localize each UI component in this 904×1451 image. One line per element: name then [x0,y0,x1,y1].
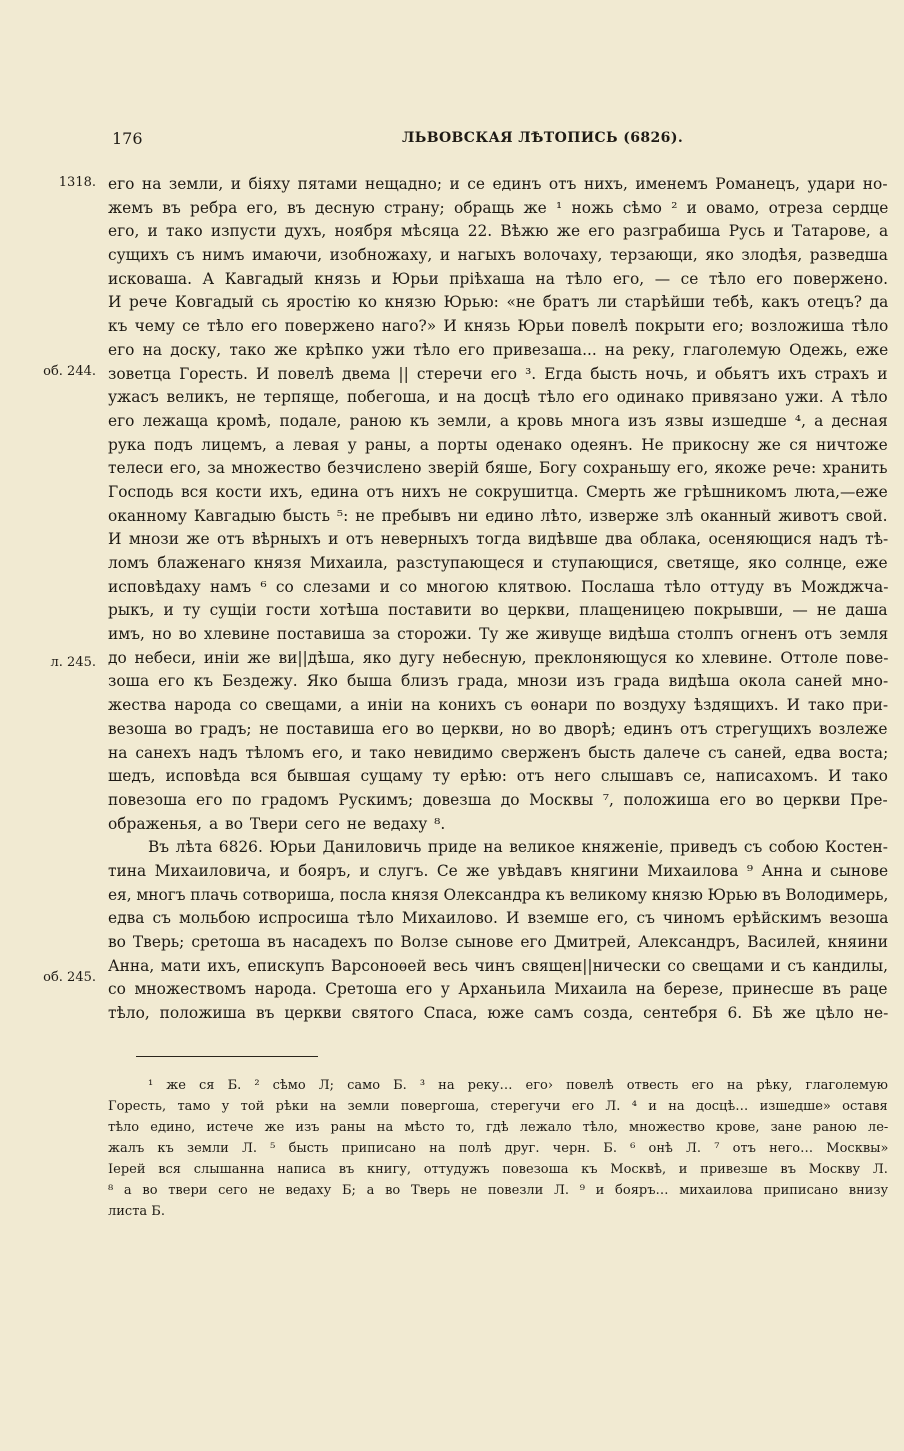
footnote-line: ⁸ а во твери сего не ведаху Б; а во Тверь не повезли Л. ⁹ и бояръ… михаилова приписано внизу [108,1183,889,1198]
text-line: тина Михаиловича, и бояръ, и слугъ. Се же увѣдавъ княгини Михаилова ⁹ Анна и сынове [108,861,889,880]
text-line: оканному Кавгадыю бысть ⁵: не пребывъ ни едино лѣто, изверже злѣ оканный животъ свой. [108,506,888,525]
running-head: ЛЬВОВСКАЯ ЛѢТОПИСЬ (6826). [402,130,684,146]
text-line: ужасъ великъ, не терпяще, побегоша, и на досцѣ тѣло его одинако привязано ужи. А тѣло [108,388,888,407]
text-line: едва съ мольбою испросиша тѣло Михаилово. И вземше его, съ чиномъ ерѣйскимъ везоша [108,909,889,928]
footnote-line: ¹ же ся Б. ² сѣмо Л; само Б. ³ на реку… его› повелѣ отвесть его на рѣку, глаголемую [148,1078,888,1093]
page-header [112,129,892,155]
text-line: рыкъ, и ту сущіи гости хотѣша поставити во церкви, плащеницею покрывши, — не даша [108,601,888,620]
footnotes [108,1075,888,1222]
text-line: его, и тако изпусти духъ, ноября мѣсяца 22. Вѣжю же его разграбиша Русь и Татарове, а [108,222,889,241]
text-line: зоша его къ Бездежу. Яко быша близъ града, мнози изъ града видѣша окола саней мно- [108,672,889,691]
footnote-line: жалъ къ земли Л. ⁵ бысть приписано на полѣ друг. черн. Б. ⁶ онѣ Л. ⁷ отъ него… Москвы» [108,1141,889,1156]
text-line: И рече Ковгадый сь яростію ко князю Юрью: «не братъ ли старѣйши тебѣ, какъ отецъ? да [108,293,889,312]
text-line: жества народа со свещами, а иніи на конихъ съ ѳонари по воздуху ѣздящихъ. И тако при- [108,696,889,715]
text-line: сущихъ съ нимъ имаючи, изобножаху, и нагыхъ волочаху, терзающи, яко злодѣя, разведша [108,246,888,265]
text-line: ея, многъ плачь сотвориша, посла князя Олександра къ великому князю Юрью въ Володимерь, [108,885,889,904]
footnote-line: Іерей вся слышанна написа въ книгу, оттудужъ повезоша къ Москвѣ, и привезше въ Москву Л. [108,1162,888,1177]
chronicle-text [108,173,888,1026]
text-line: его лежаща кромѣ, подале, раною къ земли, а кровь многа изъ язвы изшедше ⁴, а десная [108,411,888,430]
margin-note-folio-245-verso: об. 245. [43,970,96,985]
text-line: рука подъ лицемъ, а левая у раны, а порты оденако одеянъ. Не прикосну же ся ничтоже [108,435,888,454]
text-line: телеси его, за множество безчислено зверій бяше, Богу сохраньшу его, якоже рече: хранить [108,459,888,478]
text-line: до небеси, иніи же ви||дѣша, яко дугу небесную, преклоняющуся ко хлевине. Оттоле пове- [108,648,889,667]
text-line: во Тверь; сретоша въ насадехъ по Волзе сынове его Дмитрей, Александръ, Василей, княини [108,933,889,951]
footnote-divider [136,1056,318,1057]
text-line: имъ, но во хлевине поставиша за сторожи. Ту же живуще видѣша столпъ огненъ отъ земля [108,625,889,644]
text-line: исповѣдаху намъ ⁶ со слезами и со многою клятвою. Послаша тѣло оттуду въ Можджча- [108,577,889,596]
text-line: везоша во градъ; не поставиша его во церкви, но во дворѣ; единъ отъ стрегущихъ возлеже [108,719,888,738]
text-line: на санехъ надъ тѣломъ его, и тако невидимо сверженъ бысть далече съ саней, едва воста; [108,743,889,762]
margin-note-folio-245: л. 245. [50,655,96,670]
margin-note-folio-244-verso: об. 244. [43,364,96,379]
text-line: тѣло, положиша въ церкви святого Спаса, юже самъ созда, сентебря 6. Бѣ же цѣло не- [108,1004,889,1023]
margin-note-year: 1318. [58,175,96,190]
paragraph-start-line: Въ лѣта 6826. Юрьи Даниловичь приде на великое княженіе, приведъ съ собою Костен- [148,838,888,857]
footnote-line: листа Б. [108,1204,165,1219]
text-line: Господь вся кости ихъ, едина отъ нихъ не сокрушитца. Смерть же грѣшникомъ люта,—еже [108,482,888,501]
text-line: исковаша. А Кавгадый князь и Юрьи пріѣхаша на тѣло его, — се тѣло его повержено. [108,269,889,288]
text-line: жемъ въ ребра его, въ десную страну; обращь же ¹ ножь сѣмо ² и овамо, отреза сердце [108,198,889,217]
text-line: И мнози же отъ вѣрныхъ и отъ неверныхъ тогда видѣвше два облака, осеняющися надъ тѣ- [108,530,889,549]
footnote-line: тѣло едино, истече же изъ раны на мѣсто то, гдѣ лежало тѣло, множество крове, зане раною ле- [108,1120,889,1135]
text-line: ломъ блаженаго князя Михаила, разступающеся и ступающися, светяще, яко солнце, еже [108,554,888,572]
text-line: къ чему се тѣло его повержено наго?» И князь Юрьи повелѣ покрыти его; возложиша тѣло [108,317,889,336]
text-line: ображенья, а во Твери сего не ведаху ⁸. [108,814,446,833]
text-line: со множествомъ народа. Сретоша его у Арханьила Михаила на березе, принесше въ раце [108,980,888,999]
text-line: повезоша его по градомъ Рускимъ; довезша до Москвы ⁷, положиша его во церкви Пре- [108,790,888,809]
text-line: зоветца Горесть. И повелѣ двема || стеречи его ³. Егда бысть ночь, и обьятъ ихъ страхъ и [108,364,888,383]
text-line: шедъ, исповѣда вся бывшая сущаму ту ерѣю: отъ него слышавъ се, написахомъ. И тако [108,767,888,786]
footnote-line: Горесть, тамо у той рѣки на земли повергоша, стерегучи его Л. ⁴ и на досцѣ… изшедше» оставя [108,1099,888,1114]
text-line: его на земли, и біяху пятами нещадно; и се единъ отъ нихъ, именемъ Романецъ, удари но- [108,175,888,193]
text-line: его на доску, тако же крѣпко ужи тѣло его привезаша... на реку, глаголемую Одежь, еже [108,340,889,359]
text-line: Анна, мати ихъ, епискупъ Варсоноѳей весь чинъ священ||нически со свещами и съ кандилы, [108,956,889,975]
page-number: 176 [112,129,143,148]
